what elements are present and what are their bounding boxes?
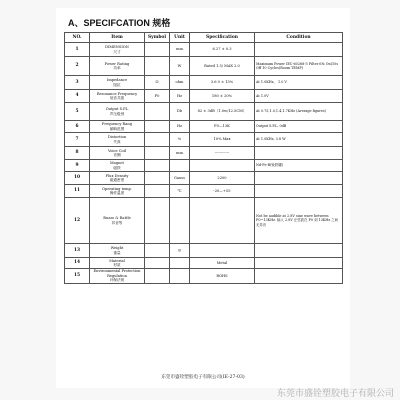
item-cell — [90, 121, 145, 133]
symbol-cell — [145, 269, 170, 284]
specification-cell: ------------ — [190, 147, 255, 160]
condition-cell — [255, 258, 343, 269]
item-label-en: DIMENSION — [105, 45, 129, 50]
row-number-cell: 2 — [65, 57, 90, 76]
column-header-specification: Specification — [190, 33, 255, 43]
unit-cell: mm — [170, 147, 190, 160]
unit-cell: Hz — [170, 90, 190, 103]
unit-cell — [170, 160, 190, 172]
symbol-cell — [145, 198, 170, 244]
item-label-cn: 操作温度 — [109, 191, 125, 195]
column-header-no: NO. — [65, 33, 90, 43]
document-footer: 东莞市盛铨塑胶电子有限公司(IE-27-03) — [161, 375, 245, 380]
specification-cell: 6.27 ± 0.3 — [190, 43, 255, 57]
row-number-cell: 7 — [65, 133, 90, 147]
row-number-cell: 10 — [65, 172, 90, 185]
specification-cell: 2200 — [190, 172, 255, 185]
item-cell — [90, 185, 145, 198]
table-row — [65, 172, 343, 185]
condition-cell — [255, 147, 343, 160]
item-label-cn: 磁铁 — [113, 165, 121, 170]
specification-cell: 82 ± 3dB（1.0w/12.5CM） — [190, 103, 255, 121]
symbol-cell: Ω — [145, 76, 170, 90]
item-cell — [90, 147, 145, 160]
unit-cell — [170, 258, 190, 269]
item-label-cn: 音圈 — [113, 153, 121, 157]
column-header-condition: Condition — [255, 33, 343, 43]
item-cell — [90, 172, 145, 185]
item-cell — [90, 76, 145, 90]
symbol-cell — [145, 160, 170, 172]
item-label-en: Material — [109, 258, 125, 263]
specification-cell: -20—+55 — [190, 185, 255, 198]
unit-cell: Hz — [170, 121, 190, 133]
row-number-cell: 4 — [65, 90, 90, 103]
symbol-cell — [145, 43, 170, 57]
item-label-en: Flux Density — [105, 173, 129, 178]
unit-cell: Gauss — [170, 172, 190, 185]
item-cell — [90, 269, 145, 284]
table-row — [65, 90, 343, 103]
symbol-cell — [145, 244, 170, 258]
table-row — [65, 43, 343, 57]
condition-cell: Maximum Power IEC-60268-5 Filter 6№ On(10s Off 10 Cycles(Room TEMP) — [255, 57, 343, 76]
condition-cell — [255, 269, 343, 284]
item-label-cn: 尺寸 — [113, 49, 121, 54]
item-label-cn: 低音共振 — [109, 96, 125, 100]
table-header-row — [65, 33, 343, 43]
unit-cell: Db — [170, 103, 190, 121]
watermark: 东莞市盛铨塑胶电子有限公司 — [276, 389, 394, 399]
specification-table — [64, 32, 343, 284]
condition-cell — [255, 43, 343, 57]
specification-cell: ROHS — [190, 269, 255, 284]
table-row — [65, 133, 343, 147]
condition-cell: At 0.75,1.0,1.4,1.7KHz (Average figures) — [255, 103, 343, 121]
item-label-en: Operating temp. — [101, 186, 132, 191]
specification-cell: Metal — [190, 258, 255, 269]
row-number-cell: 13 — [65, 244, 90, 258]
item-label-cn: 异音等 — [111, 220, 123, 225]
symbol-cell: F0 — [145, 90, 170, 103]
row-number-cell: 6 — [65, 121, 90, 133]
row-number-cell: 1 — [65, 43, 90, 57]
item-cell — [90, 244, 145, 258]
item-label-cn: 重量 — [113, 250, 121, 255]
symbol-cell — [145, 121, 170, 133]
row-number-cell: 15 — [65, 269, 90, 284]
symbol-cell — [145, 147, 170, 160]
specification-cell — [190, 244, 255, 258]
column-header-item: Item — [90, 33, 145, 43]
unit-cell — [170, 269, 190, 284]
row-number-cell: 5 — [65, 103, 90, 121]
item-label-cn: 声压级别 — [109, 111, 125, 116]
symbol-cell — [145, 103, 170, 121]
specification-cell: Rated 1.5/ MAX 2.0 — [190, 57, 255, 76]
condition-cell: Nd-Fe-B(钕铁硼) — [255, 160, 343, 172]
table-row — [65, 244, 343, 258]
table-row — [65, 147, 343, 160]
specification-cell: F0—13K — [190, 121, 255, 133]
row-number-cell: 9 — [65, 160, 90, 172]
condition-cell: At 1.0KHz, 3.8 W — [255, 133, 343, 147]
table-row — [65, 185, 343, 198]
item-label-en: Magnet — [109, 161, 124, 166]
condition-cell: Output S.P.L. 0dB — [255, 121, 343, 133]
item-label-en: Impedance — [106, 78, 128, 83]
unit-cell: W — [170, 57, 190, 76]
condition-cell: At 1.0V — [255, 90, 343, 103]
row-number-cell: 14 — [65, 258, 90, 269]
table-row — [65, 198, 343, 244]
row-number-cell: 12 — [65, 198, 90, 244]
item-label-en: Environmental Protection Regulation — [93, 269, 141, 278]
item-cell — [90, 160, 145, 172]
table-row — [65, 76, 343, 90]
item-label-cn: 环保法规 — [109, 278, 125, 283]
table-row — [65, 57, 343, 76]
spec-sheet-page — [56, 8, 350, 388]
table-row — [65, 103, 343, 121]
condition-cell — [255, 244, 343, 258]
item-label-en: Buzzo & Rattle — [103, 216, 131, 221]
column-header-symbol: Symbol — [145, 33, 170, 43]
item-label-en: Voice Coil — [107, 148, 127, 153]
unit-cell: ℃ — [170, 185, 190, 198]
specification-cell: 180 ± 20% — [190, 90, 255, 103]
condition-cell: Not be audible at 2.8V sine wave between F0~13KHz. 输入 2.8V 正弦波在 F0 到 13KHz 之间无异音 — [255, 198, 343, 244]
symbol-cell — [145, 258, 170, 269]
item-cell — [90, 57, 145, 76]
row-number-cell: 11 — [65, 185, 90, 198]
symbol-cell — [145, 185, 170, 198]
item-label-cn: 磁通密度 — [109, 178, 125, 182]
item-label-cn: 阻抗 — [113, 82, 121, 87]
item-label-cn: 失真 — [113, 139, 121, 144]
item-cell — [90, 90, 145, 103]
item-label-en: Weight — [110, 246, 124, 251]
item-cell — [90, 43, 145, 57]
item-label-cn: 功率 — [113, 66, 121, 70]
table-row — [65, 258, 343, 269]
table-row — [65, 121, 343, 133]
item-cell — [90, 198, 145, 244]
symbol-cell — [145, 172, 170, 185]
item-label-en: Power Rating — [104, 61, 130, 66]
item-cell — [90, 258, 145, 269]
table-row — [65, 269, 343, 284]
column-header-unit: Unit — [170, 33, 190, 43]
specification-cell: 3.6 0 ± 15% — [190, 76, 255, 90]
specification-cell — [190, 198, 255, 244]
table-row — [65, 160, 343, 172]
item-cell — [90, 133, 145, 147]
unit-cell: % — [170, 133, 190, 147]
condition-cell — [255, 185, 343, 198]
unit-cell: g — [170, 244, 190, 258]
item-label-cn: 频响范围 — [109, 126, 125, 131]
specification-cell: 10% Max — [190, 133, 255, 147]
item-label-en: Output S.P.L — [105, 107, 129, 112]
document-title: A、SPECIFCATION 规格 — [68, 18, 171, 28]
row-number-cell: 3 — [65, 76, 90, 90]
unit-cell — [170, 198, 190, 244]
row-number-cell: 8 — [65, 147, 90, 160]
unit-cell: mm — [170, 43, 190, 57]
unit-cell: ohm — [170, 76, 190, 90]
condition-cell — [255, 172, 343, 185]
item-label-en: Resonance Frequency — [96, 91, 138, 96]
item-label-en: Frequency Rang — [101, 122, 133, 127]
item-cell — [90, 103, 145, 121]
item-label-cn: 材质 — [113, 263, 121, 267]
item-label-en: Distortion — [107, 135, 127, 140]
symbol-cell — [145, 133, 170, 147]
symbol-cell — [145, 57, 170, 76]
condition-cell: At 1.0KHz、 1.0 V — [255, 76, 343, 90]
specification-cell — [190, 160, 255, 172]
